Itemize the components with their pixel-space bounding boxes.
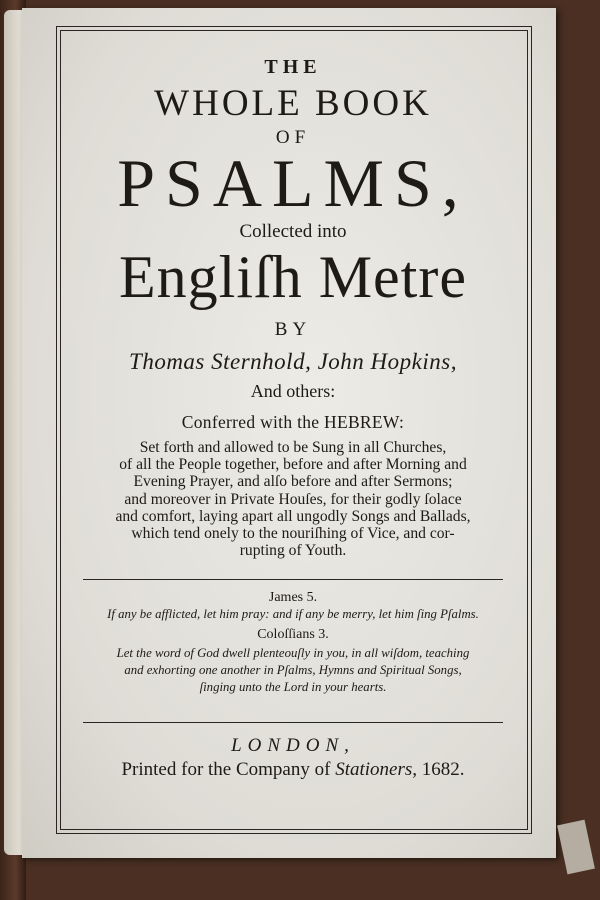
imprint-stationers: Stationers, (335, 759, 418, 781)
imprint-line (66, 759, 520, 781)
description-line: rupting of Youth. (239, 542, 347, 560)
description-line: Set forth and allowed to be Sung in all Churches, (139, 439, 447, 456)
description-line: Evening Prayer, and alſo before and after Sermons; (133, 473, 453, 491)
divider-rule-lower (83, 722, 503, 723)
scripture-quote-colossians: ſinging unto the Lord in your hearts. (199, 680, 387, 695)
description-line: which tend onely to the nouriſhing of Vice, and cor- (131, 525, 455, 543)
title-collected-into: Collected into (239, 221, 347, 242)
title-psalms: PSALMS, (117, 145, 469, 221)
scripture-quote-colossians: and exhorting one another in Pſalms, Hymns and Spiritual Songs, (124, 663, 462, 678)
title-the: THE (264, 56, 322, 78)
page-corner-tab (557, 820, 595, 875)
title-by: BY (274, 319, 312, 340)
conferred-line: Conferred with the HEBREW: (181, 412, 405, 432)
scripture-reference-james: James 5. (268, 590, 318, 606)
title-english-metre: Engliſh Metre (119, 244, 467, 310)
title-page-content (66, 36, 520, 822)
imprint-printed-for: Printed for the Company of (121, 759, 331, 781)
and-others-line: And others: (250, 381, 336, 401)
description-line: of all the People together, before and after Morning and (119, 456, 467, 474)
imprint-year: 1682. (421, 759, 465, 781)
scripture-quote-james: If any be afflicted, let him pray: and if any be merry, let him ſing Pſalms. (107, 607, 479, 622)
title-of: OF (275, 127, 311, 148)
scripture-quote-colossians: Let the word of God dwell plenteouſly in you, in all wiſdom, teaching (116, 646, 470, 661)
scripture-reference-colossians: Coloſſians 3. (257, 627, 329, 643)
title-whole-book: WHOLE BOOK (154, 83, 432, 124)
description-paragraph (69, 439, 517, 559)
title-page-layer (22, 8, 556, 858)
imprint-city: LONDON, (231, 735, 355, 757)
description-line: and comfort, laying apart all ungodly Songs and Ballads, (115, 507, 471, 525)
authors-line: Thomas Sternhold, John Hopkins, (129, 349, 457, 374)
description-line: and moreover in Private Houſes, for their godly ſolace (124, 490, 462, 508)
divider-rule-upper (83, 579, 503, 580)
